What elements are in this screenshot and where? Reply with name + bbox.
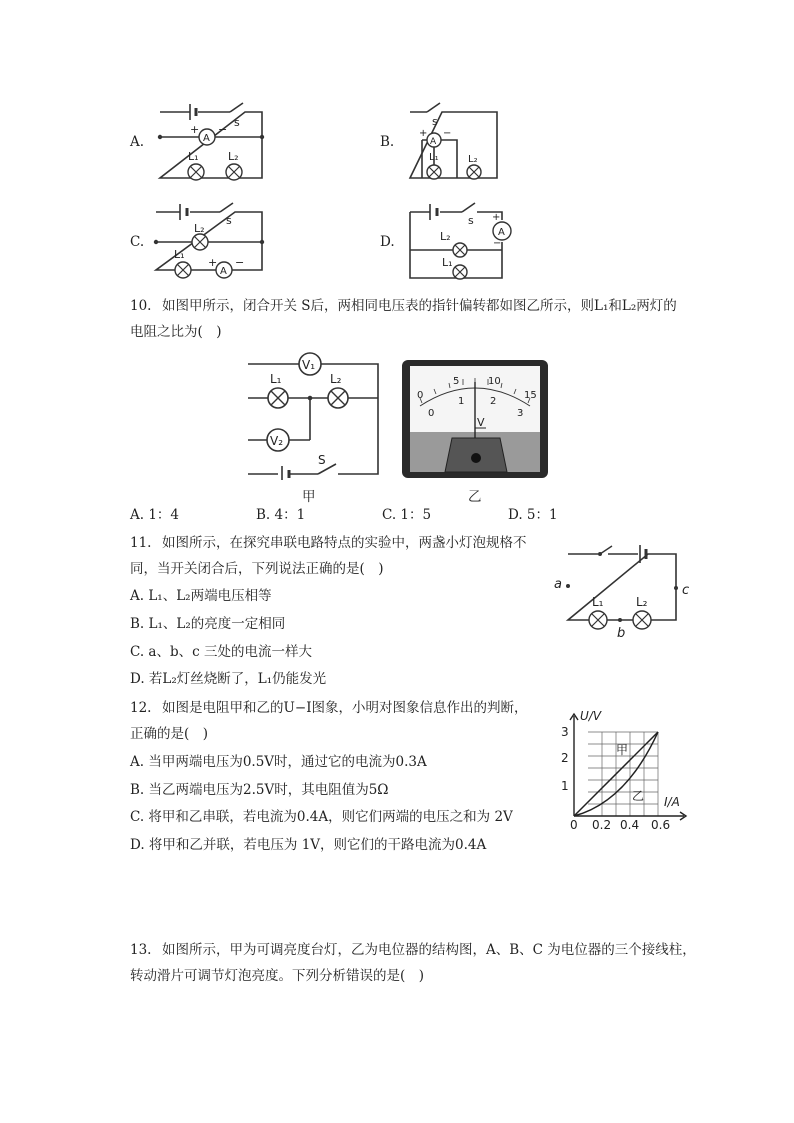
svg-text:0: 0 [570, 818, 578, 832]
question-number: 10. [130, 298, 152, 314]
option-c[interactable]: C. a、b、c 三处的电流一样大 [130, 644, 312, 660]
option-b[interactable]: B. 4：1 [256, 507, 306, 523]
svg-text:L₂: L₂ [330, 372, 342, 386]
question-stem: 如图是电阻甲和乙的U−I图象，小明对图象信息作出的判断， [162, 700, 528, 716]
question-stem: 如图所示，甲为可调亮度台灯，乙为电位器的结构图，A、B、C 为电位器的三个接线柱， [162, 942, 696, 958]
svg-text:L₂: L₂ [194, 222, 205, 235]
svg-text:0.2: 0.2 [592, 818, 612, 832]
svg-text:1: 1 [458, 396, 465, 407]
option-c[interactable]: C. 1：5 [382, 507, 432, 523]
question-number: 11. [130, 535, 152, 551]
question-stem: 正确的是( ) [130, 726, 209, 742]
svg-text:0.4: 0.4 [620, 818, 640, 832]
svg-text:c: c [682, 583, 690, 598]
svg-text:5: 5 [453, 376, 460, 387]
svg-text:A: A [203, 133, 210, 144]
svg-text:s: s [226, 214, 232, 227]
svg-text:U/V: U/V [580, 709, 602, 723]
svg-text:L₁: L₁ [174, 248, 185, 261]
svg-text:V₂: V₂ [270, 434, 284, 448]
svg-text:S: S [318, 453, 326, 467]
circuit-diagram-jia [238, 350, 388, 480]
svg-text:V₁: V₁ [302, 358, 316, 372]
question-number: 12. [130, 700, 152, 716]
circuit-diagram-b [402, 100, 512, 190]
question-stem: 如图所示，在探究串联电路特点的实验中，两盏小灯泡规格不 [162, 535, 527, 551]
svg-text:a: a [554, 577, 562, 592]
svg-text:甲: 甲 [616, 743, 629, 757]
svg-text:−: − [493, 238, 502, 249]
option-c[interactable]: C. 将甲和乙串联，若电流为0.4A，则它们两端的电压之和为 2V [130, 809, 513, 825]
option-d[interactable]: D. 将甲和乙并联，若电压为 1V，则它们的干路电流为0.4A [130, 837, 487, 853]
circuit-diagram-c [150, 200, 275, 280]
svg-text:+: + [208, 256, 218, 269]
svg-text:L₁: L₁ [429, 152, 439, 163]
question-stem: 电阻之比为( ) [130, 324, 222, 340]
svg-text:L₁: L₁ [442, 256, 453, 269]
option-a[interactable]: A. L₁、L₂两端电压相等 [130, 588, 272, 604]
svg-text:+: + [190, 123, 200, 136]
option-d[interactable]: D. 若L₂灯丝烧断了，L₁仍能发光 [130, 671, 327, 687]
svg-text:15: 15 [524, 390, 537, 401]
u-i-graph [556, 702, 696, 832]
svg-text:乙: 乙 [632, 789, 645, 803]
question-stem: 转动滑片可调节灯泡亮度。下列分析错误的是( ) [130, 968, 425, 984]
voltmeter-dial [400, 358, 550, 480]
svg-text:0: 0 [417, 390, 424, 401]
figure-label-jia: 甲 [302, 489, 316, 505]
svg-text:b: b [617, 626, 626, 640]
option-a[interactable]: A. 1：4 [130, 507, 180, 523]
svg-text:0.6: 0.6 [651, 818, 671, 832]
svg-text:L₁: L₁ [188, 150, 199, 163]
option-letter: C. [130, 234, 145, 250]
circuit-diagram-a [150, 100, 275, 190]
svg-text:I/A: I/A [664, 795, 680, 809]
svg-text:−: − [218, 123, 228, 136]
series-circuit-diagram [550, 540, 700, 640]
svg-text:A: A [498, 227, 505, 238]
svg-text:L₁: L₁ [592, 595, 604, 609]
svg-text:2: 2 [490, 396, 497, 407]
circuit-diagram-d [402, 200, 517, 280]
option-letter: A. [130, 134, 145, 150]
option-b[interactable]: B. L₁、L₂的亮度一定相同 [130, 616, 286, 632]
question-stem: 如图甲所示，闭合开关 S后，两相同电压表的指针偏转都如图乙所示，则L₁和L₂两灯的 [162, 298, 677, 314]
svg-text:A: A [430, 137, 437, 147]
svg-text:L₂: L₂ [636, 595, 648, 609]
option-a[interactable]: A. 当甲两端电压为0.5V时，通过它的电流为0.3A [130, 754, 427, 770]
svg-text:s: s [468, 214, 474, 227]
svg-text:+: + [419, 128, 428, 139]
question-stem: 同，当开关闭合后，下列说法正确的是( ) [130, 561, 384, 577]
svg-text:10: 10 [488, 376, 501, 387]
svg-text:0: 0 [428, 408, 435, 419]
svg-text:s: s [234, 116, 240, 129]
svg-text:−: − [235, 256, 245, 269]
figure-label-yi: 乙 [468, 489, 482, 505]
svg-text:2: 2 [561, 751, 569, 765]
svg-text:3: 3 [517, 408, 524, 419]
svg-text:+: + [492, 212, 501, 223]
svg-text:L₂: L₂ [440, 230, 451, 243]
svg-text:3: 3 [561, 725, 569, 739]
option-d[interactable]: D. 5：1 [508, 507, 558, 523]
question-number: 13. [130, 942, 152, 958]
svg-text:L₂: L₂ [468, 154, 478, 165]
option-letter: B. [380, 134, 395, 150]
svg-text:s: s [432, 115, 438, 128]
svg-text:A: A [220, 266, 227, 277]
svg-text:−: − [443, 128, 452, 139]
svg-text:L₂: L₂ [228, 150, 239, 163]
option-letter: D. [380, 234, 395, 250]
option-b[interactable]: B. 当乙两端电压为2.5V时，其电阻值为5Ω [130, 782, 389, 798]
svg-text:1: 1 [561, 779, 569, 793]
svg-text:V: V [477, 416, 485, 429]
svg-text:L₁: L₁ [270, 372, 282, 386]
